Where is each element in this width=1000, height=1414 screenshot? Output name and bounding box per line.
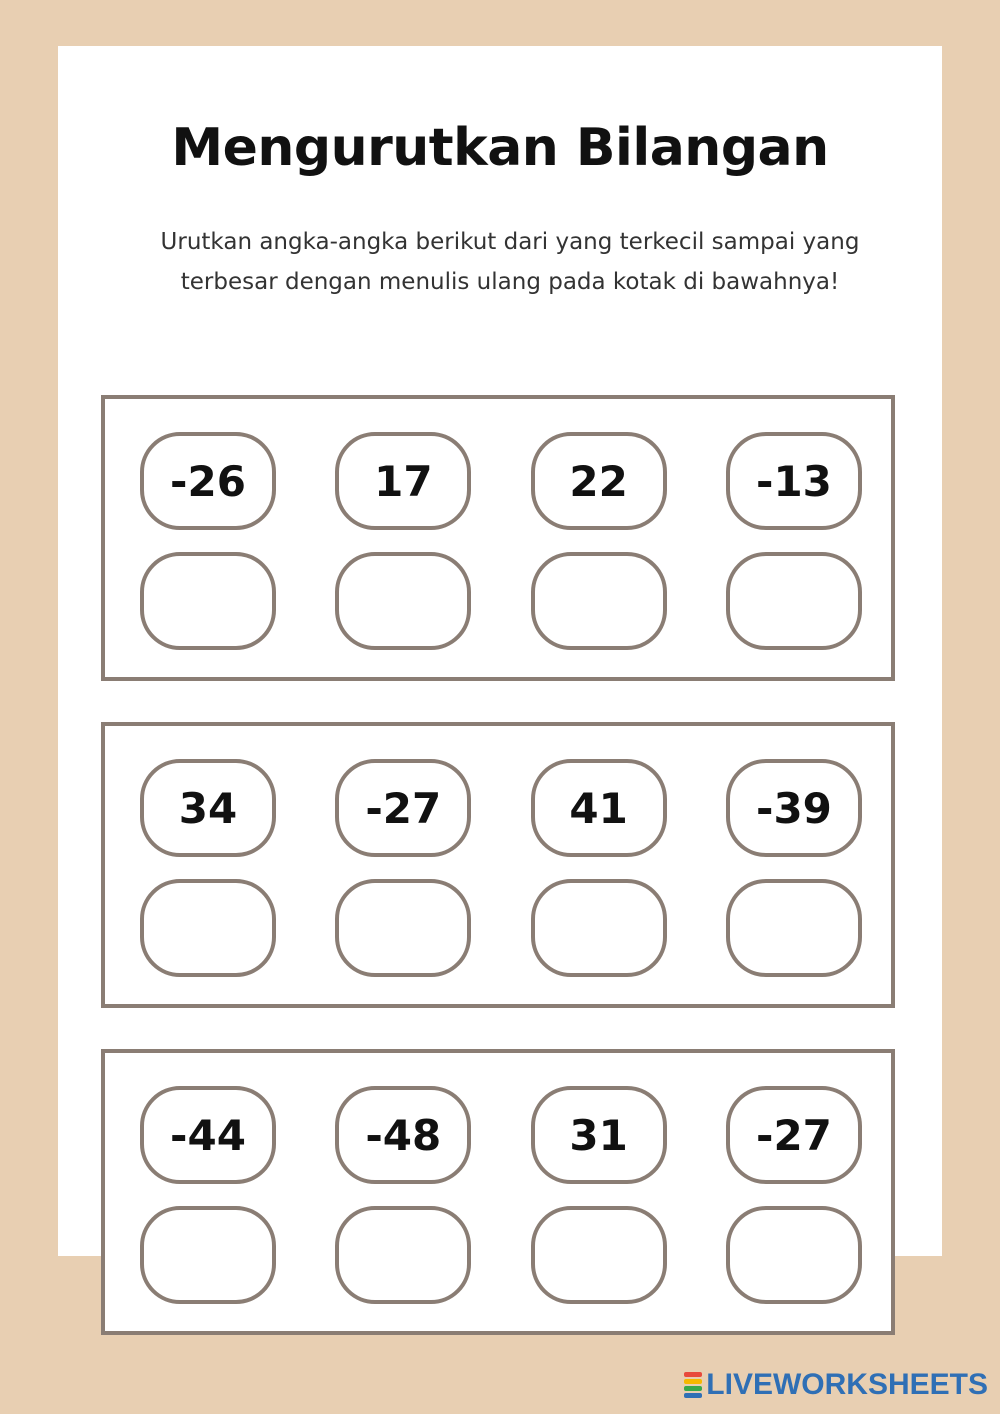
answer-box-2[interactable] (335, 1206, 471, 1304)
worksheet-instructions: Urutkan angka-angka berikut dari yang terkecil sampai yang terbesar dengan menulis ulang pada kotak di bawahnya! (160, 229, 860, 295)
number-card (531, 1086, 667, 1184)
number-card (531, 759, 667, 857)
number-card (140, 432, 276, 530)
answer-box-3[interactable] (531, 879, 667, 977)
number-row (140, 759, 862, 857)
logo-stripe (684, 1379, 702, 1384)
answer-box-2[interactable] (335, 552, 471, 650)
number-card (335, 432, 471, 530)
number-value: 41 (569, 783, 628, 833)
number-value: -48 (365, 1110, 442, 1160)
answer-box-4[interactable] (726, 879, 862, 977)
answer-box-4[interactable] (726, 1206, 862, 1304)
number-card (140, 759, 276, 857)
number-card (335, 759, 471, 857)
answer-box-1[interactable] (140, 1206, 276, 1304)
answer-row (140, 879, 862, 977)
logo-stripe (684, 1372, 702, 1377)
number-card (726, 1086, 862, 1184)
number-value: 31 (569, 1110, 628, 1160)
number-group-3 (101, 1049, 895, 1335)
number-card (335, 1086, 471, 1184)
answer-box-3[interactable] (531, 1206, 667, 1304)
number-card (140, 1086, 276, 1184)
number-value: -39 (756, 783, 832, 833)
answer-box-4[interactable] (726, 552, 862, 650)
number-value: -26 (170, 456, 246, 506)
number-row (140, 1086, 862, 1184)
number-value: 34 (178, 783, 238, 833)
liveworksheets-brand (684, 1368, 988, 1402)
answer-box-2[interactable] (335, 879, 471, 977)
liveworksheets-logo-icon (684, 1372, 702, 1398)
answer-box-1[interactable] (140, 552, 276, 650)
number-value: 17 (374, 456, 433, 506)
number-group-1 (101, 395, 895, 681)
logo-stripe (684, 1393, 702, 1398)
number-value: -27 (756, 1110, 832, 1160)
brand-name: LIVEWORKSHEETS (706, 1368, 988, 1401)
number-card (531, 432, 667, 530)
number-card (726, 759, 862, 857)
number-group-2 (101, 722, 895, 1008)
number-row (140, 432, 862, 530)
number-value: 22 (569, 456, 628, 506)
answer-row (140, 1206, 862, 1304)
number-value: -27 (365, 783, 442, 833)
answer-box-1[interactable] (140, 879, 276, 977)
number-value: -44 (170, 1110, 246, 1160)
logo-stripe (684, 1386, 702, 1391)
worksheet-title: Mengurutkan Bilangan (171, 118, 829, 178)
answer-box-3[interactable] (531, 552, 667, 650)
answer-row (140, 552, 862, 650)
number-card (726, 432, 862, 530)
number-value: -13 (756, 456, 832, 506)
